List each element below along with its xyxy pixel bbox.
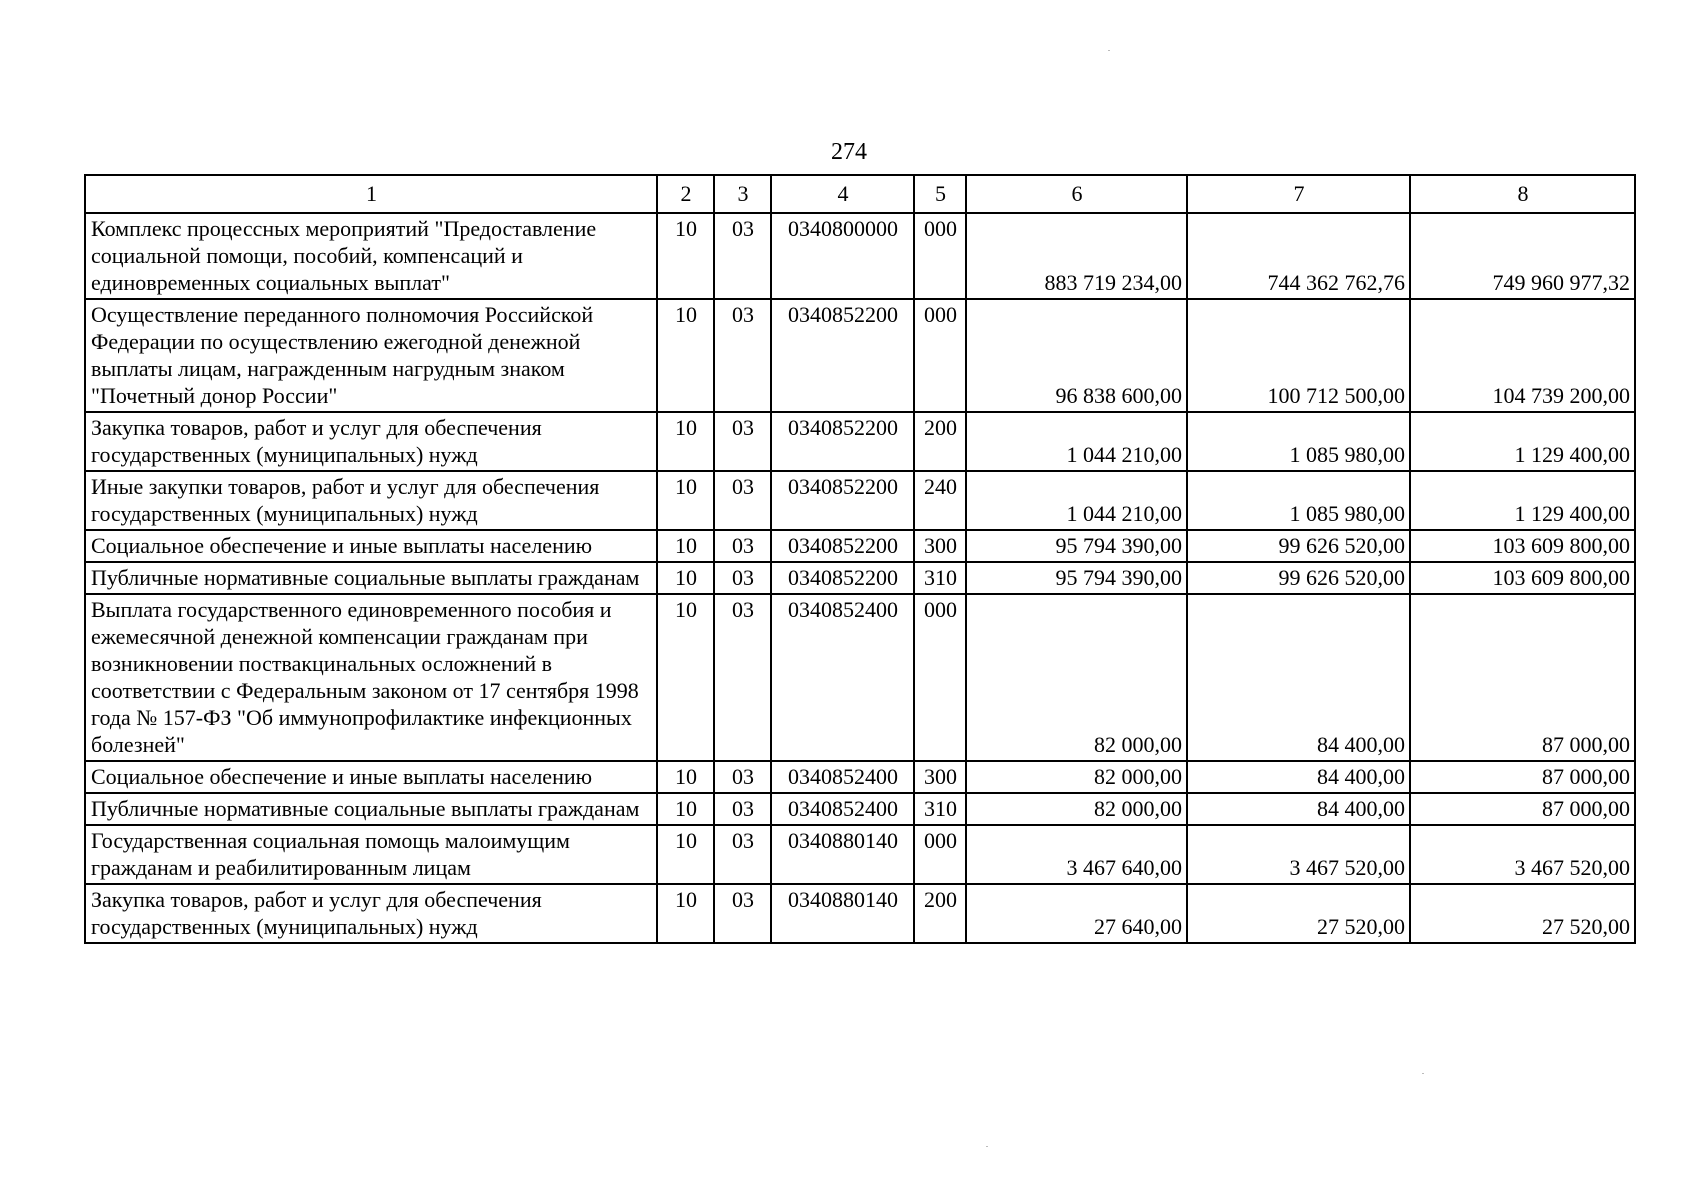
row-expense-type: 200	[914, 412, 966, 471]
row-name: Иные закупки товаров, работ и услуг для обеспечения государственных (муниципальных) нужд	[85, 471, 657, 530]
row-subsection: 03	[714, 793, 771, 825]
header-cell-4: 4	[771, 175, 914, 213]
page-number: 274	[831, 139, 867, 165]
table-row	[85, 761, 1635, 793]
row-target-code: 0340852200	[771, 412, 914, 471]
row-section: 10	[657, 471, 714, 530]
row-target-code: 0340852200	[771, 299, 914, 412]
row-section: 10	[657, 213, 714, 299]
row-expense-type: 000	[914, 594, 966, 761]
row-amount-col7: 1 085 980,00	[1187, 471, 1410, 530]
row-amount-col6: 82 000,00	[966, 594, 1187, 761]
row-amount-col6: 82 000,00	[966, 793, 1187, 825]
row-amount-col7: 744 362 762,76	[1187, 213, 1410, 299]
row-amount-col7: 99 626 520,00	[1187, 562, 1410, 594]
table-row	[85, 793, 1635, 825]
row-target-code: 0340852200	[771, 471, 914, 530]
row-amount-col8: 27 520,00	[1410, 884, 1635, 943]
row-name: Публичные нормативные социальные выплаты гражданам	[85, 562, 657, 594]
row-name: Публичные нормативные социальные выплаты гражданам	[85, 793, 657, 825]
row-expense-type: 300	[914, 761, 966, 793]
row-section: 10	[657, 530, 714, 562]
table-row	[85, 471, 1635, 530]
row-target-code: 0340880140	[771, 884, 914, 943]
scan-speck	[1422, 1073, 1424, 1074]
row-amount-col6: 883 719 234,00	[966, 213, 1187, 299]
table-row	[85, 412, 1635, 471]
header-row	[85, 175, 1635, 213]
row-section: 10	[657, 412, 714, 471]
header-cell-1: 1	[85, 175, 657, 213]
row-expense-type: 240	[914, 471, 966, 530]
row-name: Закупка товаров, работ и услуг для обеспечения государственных (муниципальных) нужд	[85, 884, 657, 943]
row-name: Социальное обеспечение и иные выплаты населению	[85, 530, 657, 562]
row-expense-type: 310	[914, 793, 966, 825]
row-target-code: 0340852400	[771, 793, 914, 825]
header-cell-5: 5	[914, 175, 966, 213]
row-amount-col8: 87 000,00	[1410, 793, 1635, 825]
row-amount-col8: 104 739 200,00	[1410, 299, 1635, 412]
row-amount-col8: 1 129 400,00	[1410, 412, 1635, 471]
header-cell-7: 7	[1187, 175, 1410, 213]
header-cell-8: 8	[1410, 175, 1635, 213]
row-subsection: 03	[714, 761, 771, 793]
row-subsection: 03	[714, 412, 771, 471]
row-amount-col8: 103 609 800,00	[1410, 530, 1635, 562]
row-name: Закупка товаров, работ и услуг для обеспечения государственных (муниципальных) нужд	[85, 412, 657, 471]
table-row	[85, 562, 1635, 594]
row-subsection: 03	[714, 594, 771, 761]
row-amount-col7: 27 520,00	[1187, 884, 1410, 943]
header-cell-2: 2	[657, 175, 714, 213]
row-target-code: 0340852200	[771, 562, 914, 594]
scan-speck	[1108, 50, 1110, 51]
row-amount-col7: 3 467 520,00	[1187, 825, 1410, 884]
row-expense-type: 000	[914, 213, 966, 299]
row-amount-col6: 1 044 210,00	[966, 471, 1187, 530]
row-expense-type: 000	[914, 299, 966, 412]
row-section: 10	[657, 594, 714, 761]
budget-table	[84, 174, 1636, 944]
row-name: Осуществление переданного полномочия Российской Федерации по осуществлению ежегодной денежной выплаты лицам, награжденным нагрудным знаком "Почетный донор России"	[85, 299, 657, 412]
row-target-code: 0340880140	[771, 825, 914, 884]
row-name: Выплата государственного единовременного пособия и ежемесячной денежной компенсации гражданам при возникновении поствакцинальных осложнений в соответствии с Федеральным законом от 17 сентября 1998 года № 157-ФЗ "Об иммунопрофилактике инфекционных болезней"	[85, 594, 657, 761]
row-section: 10	[657, 562, 714, 594]
row-amount-col6: 1 044 210,00	[966, 412, 1187, 471]
row-subsection: 03	[714, 213, 771, 299]
row-section: 10	[657, 761, 714, 793]
row-expense-type: 000	[914, 825, 966, 884]
table-row	[85, 884, 1635, 943]
row-amount-col8: 3 467 520,00	[1410, 825, 1635, 884]
row-amount-col6: 3 467 640,00	[966, 825, 1187, 884]
row-subsection: 03	[714, 299, 771, 412]
row-expense-type: 310	[914, 562, 966, 594]
row-name: Социальное обеспечение и иные выплаты населению	[85, 761, 657, 793]
row-amount-col7: 84 400,00	[1187, 793, 1410, 825]
row-amount-col8: 103 609 800,00	[1410, 562, 1635, 594]
row-expense-type: 200	[914, 884, 966, 943]
row-amount-col8: 749 960 977,32	[1410, 213, 1635, 299]
row-section: 10	[657, 884, 714, 943]
scan-speck	[986, 1146, 988, 1147]
row-name: Государственная социальная помощь малоимущим гражданам и реабилитированным лицам	[85, 825, 657, 884]
row-subsection: 03	[714, 530, 771, 562]
row-subsection: 03	[714, 825, 771, 884]
row-amount-col8: 87 000,00	[1410, 594, 1635, 761]
row-target-code: 0340800000	[771, 213, 914, 299]
row-amount-col6: 27 640,00	[966, 884, 1187, 943]
row-target-code: 0340852400	[771, 594, 914, 761]
table-row	[85, 825, 1635, 884]
table-row	[85, 213, 1635, 299]
row-amount-col6: 96 838 600,00	[966, 299, 1187, 412]
row-amount-col7: 84 400,00	[1187, 761, 1410, 793]
row-amount-col7: 100 712 500,00	[1187, 299, 1410, 412]
row-subsection: 03	[714, 562, 771, 594]
row-section: 10	[657, 793, 714, 825]
row-expense-type: 300	[914, 530, 966, 562]
row-amount-col7: 1 085 980,00	[1187, 412, 1410, 471]
row-amount-col8: 87 000,00	[1410, 761, 1635, 793]
header-cell-6: 6	[966, 175, 1187, 213]
row-name: Комплекс процессных мероприятий "Предоставление социальной помощи, пособий, компенсаций и единовременных социальных выплат"	[85, 213, 657, 299]
table-row	[85, 530, 1635, 562]
row-amount-col6: 82 000,00	[966, 761, 1187, 793]
row-target-code: 0340852200	[771, 530, 914, 562]
row-amount-col7: 84 400,00	[1187, 594, 1410, 761]
row-section: 10	[657, 299, 714, 412]
row-amount-col7: 99 626 520,00	[1187, 530, 1410, 562]
row-amount-col6: 95 794 390,00	[966, 562, 1187, 594]
row-amount-col6: 95 794 390,00	[966, 530, 1187, 562]
row-subsection: 03	[714, 471, 771, 530]
table-row	[85, 594, 1635, 761]
row-subsection: 03	[714, 884, 771, 943]
row-section: 10	[657, 825, 714, 884]
header-cell-3: 3	[714, 175, 771, 213]
row-target-code: 0340852400	[771, 761, 914, 793]
row-amount-col8: 1 129 400,00	[1410, 471, 1635, 530]
table-row	[85, 299, 1635, 412]
